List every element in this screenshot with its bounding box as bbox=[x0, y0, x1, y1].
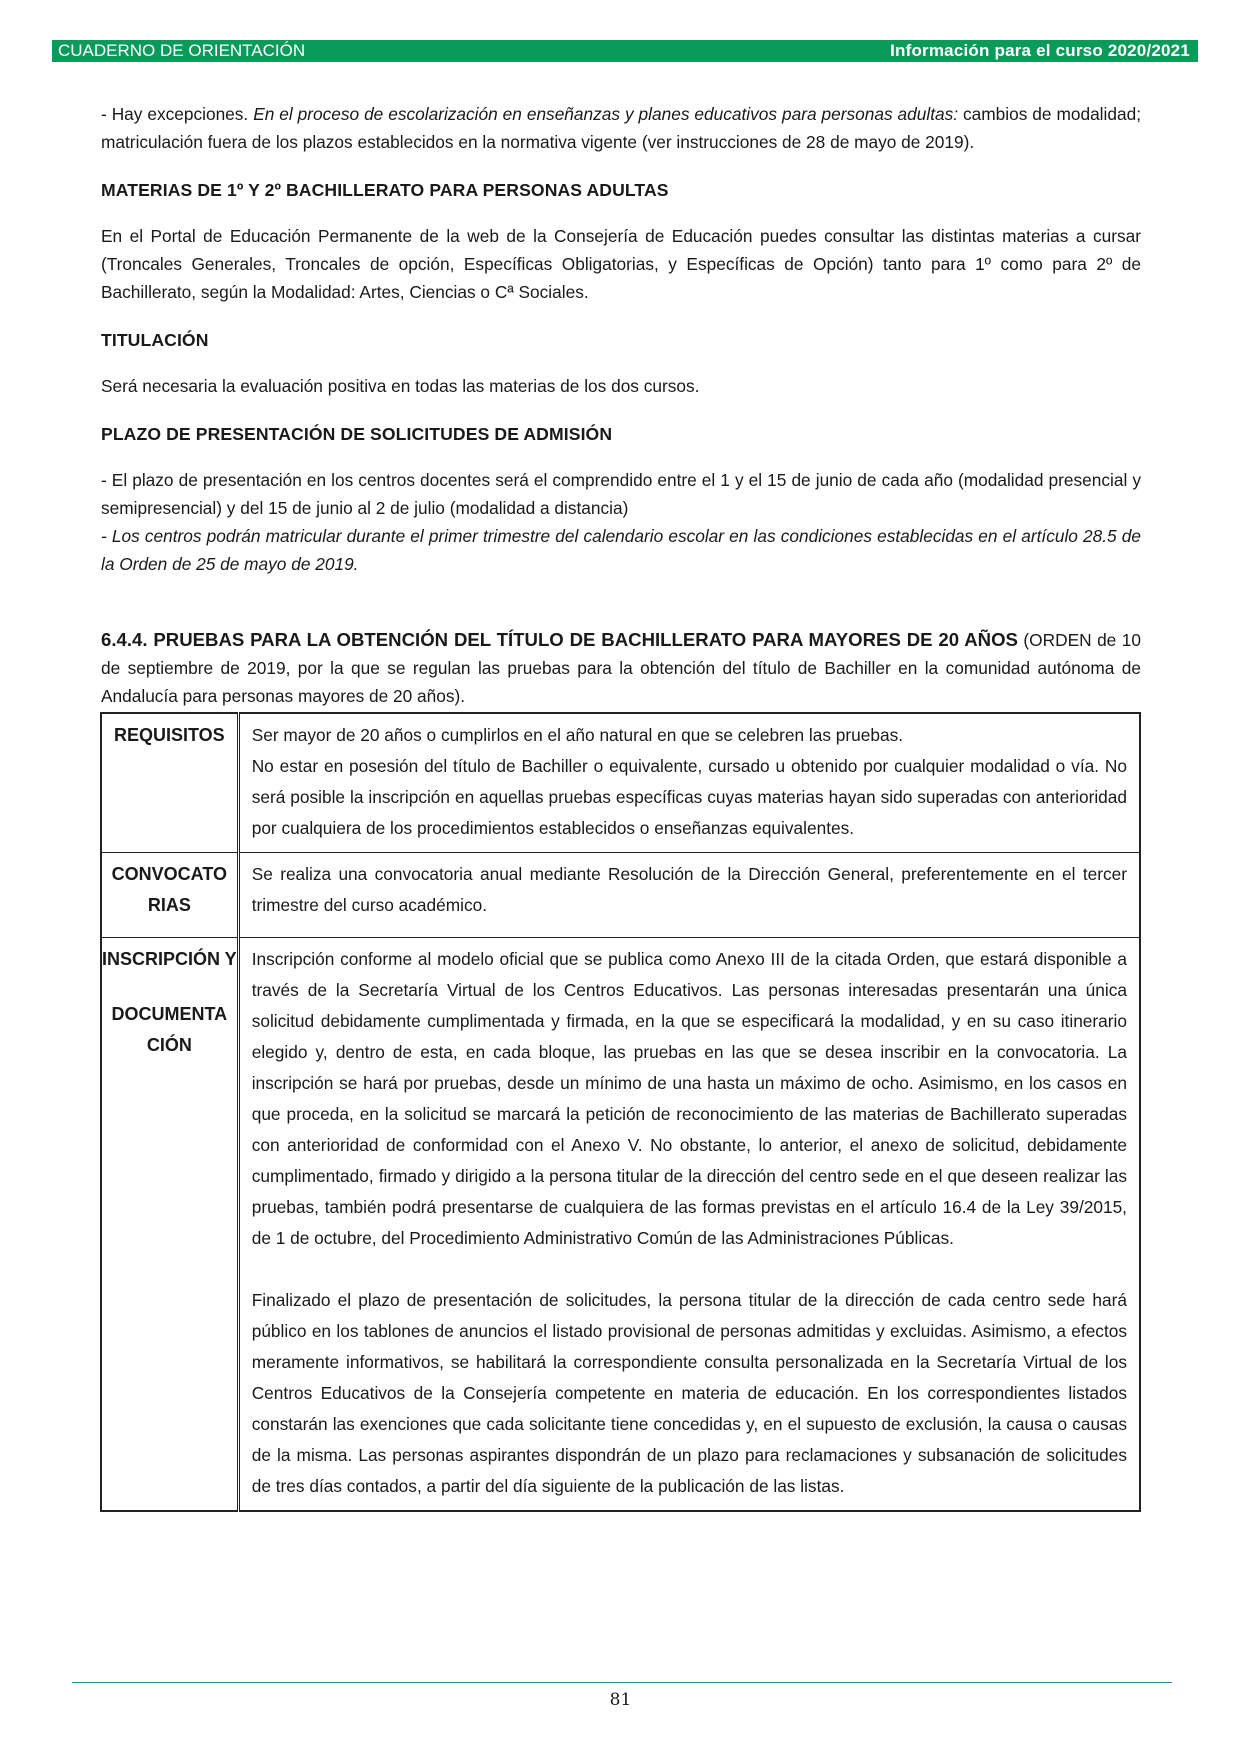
requisitos-label bbox=[101, 713, 238, 853]
header-course: Información para el curso 2020/2021 bbox=[890, 41, 1190, 60]
inscripcion-cell bbox=[238, 938, 1140, 1512]
pruebas-reference: (ORDEN de 10 de septiembre de 2019, por la que se regulan las pruebas para la obtención del título de Bachiller en la comunidad autónoma de Andalucía para personas mayores de 20 años). bbox=[101, 630, 1141, 706]
plazo-note: - Los centros podrán matricular durante el primer trimestre del calendario escolar en las condiciones establecidas en el artículo 28.5 de la Orden de 25 de mayo de 2019. bbox=[101, 526, 1141, 574]
requisitos-p1: Ser mayor de 20 años o cumplirlos en el año natural en que se celebren las pruebas. bbox=[251, 725, 904, 745]
page-header bbox=[52, 40, 1198, 62]
requisitos-label-text: REQUISITOS bbox=[114, 725, 225, 745]
pruebas-heading: 6.4.4. PRUEBAS PARA LA OBTENCIÓN DEL TÍTULO DE BACHILLERATO PARA MAYORES DE 20 AÑOS bbox=[101, 629, 1018, 650]
plazo-heading: PLAZO DE PRESENTACIÓN DE SOLICITUDES DE ADMISIÓN bbox=[101, 424, 613, 444]
inscripcion-label-line1: INSCRIPCIÓN Y bbox=[102, 949, 237, 969]
convocatorias-label bbox=[101, 853, 238, 938]
titulacion-text: Será necesaria la evaluación positiva en todas las materias de los dos cursos. bbox=[101, 376, 700, 396]
titulacion-heading: TITULACIÓN bbox=[101, 330, 209, 350]
inscripcion-p2: Finalizado el plazo de presentación de solicitudes, la persona titular de la dirección de cada centro sede hará público en los tablones de anuncios el listado provisional de personas admitidas y excluidas. Asimismo, a efectos meramente informativos, se habilitará la correspondiente consulta personalizada en la Secretaría Virtual de los Centros Educativos de la Consejería competente en materia de educación. En los correspondientes listados constarán las exenciones que cada solicitante tiene concedidas y, en el supuesto de exclusión, la causa o causas de la misma. Las personas aspirantes dispondrán de un plazo para reclamaciones y subsanación de solicitudes de tres días contados, a partir del día siguiente de la publicación de las listas. bbox=[251, 1290, 1127, 1496]
table-row bbox=[101, 713, 1140, 853]
intro-paragraph bbox=[101, 100, 1141, 156]
inscripcion-label-line2: DOCUMENTA bbox=[111, 1004, 228, 1024]
requisitos-cell bbox=[238, 713, 1140, 853]
convocatorias-cell bbox=[238, 853, 1140, 938]
intro-lead: - Hay excepciones. bbox=[101, 104, 254, 124]
inscripcion-label bbox=[101, 938, 238, 1512]
convocatorias-text: Se realiza una convocatoria anual mediante Resolución de la Dirección General, preferentemente en el tercer trimestre del curso académico. bbox=[251, 864, 1127, 915]
materias-text: En el Portal de Educación Permanente de la web de la Consejería de Educación puedes consultar las distintas materias a cursar (Troncales Generales, Troncales de opción, Específicas Obligatorias, y Específicas de Opción) tanto para 1º como para 2º de Bachillerato, según la Modalidad: Artes, Ciencias o Cª Sociales. bbox=[101, 226, 1141, 302]
page-content bbox=[101, 100, 1141, 1512]
convocatorias-label-line2: RIAS bbox=[147, 895, 191, 915]
footer-divider bbox=[72, 1682, 1172, 1683]
table-row bbox=[101, 938, 1140, 1512]
intro-rest: cambios de modalidad; matriculación fuera de los plazos establecidos en la normativa vigente (ver instrucciones de 28 de mayo de 2019). bbox=[101, 104, 1141, 152]
page-number: 81 bbox=[609, 1690, 632, 1710]
materias-heading: MATERIAS DE 1º Y 2º BACHILLERATO PARA PERSONAS ADULTAS bbox=[101, 180, 669, 200]
pruebas-heading-paragraph bbox=[101, 626, 1141, 710]
inscripcion-label-line3: CIÓN bbox=[146, 1035, 192, 1055]
plazo-text: - El plazo de presentación en los centros docentes será el comprendido entre el 1 y el 15 de junio de cada año (modalidad presencial y semipresencial) y del 15 de junio al 2 de julio (modalidad a distancia) bbox=[101, 470, 1141, 518]
inscripcion-p1: Inscripción conforme al modelo oficial que se publica como Anexo III de la citada Orden, que estará disponible a través de la Secretaría Virtual de los Centros Educativos. Las personas interesadas presentarán una única solicitud debidamente cumplimentada y firmada, en la que se especificará la modalidad, y en su caso itinerario elegido y, dentro de esta, en cada bloque, las pruebas en las que se desea inscribir en la convocatoria. La inscripción se hará por pruebas, desde un mínimo de una hasta un máximo de ocho. Asimismo, en los casos en que proceda, en la solicitud se marcará la petición de reconocimiento de las materias de Bachillerato superadas con anterioridad de conformidad con el Anexo V. No obstante, lo anterior, el anexo de solicitud, debidamente cumplimentado, firmado y dirigido a la persona titular de la dirección del centro sede en el que deseen realizar las pruebas, también podrá presentarse de cualquiera de las formas previstas en el artículo 16.4 de la Ley 39/2015, de 1 de octubre, del Procedimiento Administrativo Común de las Administraciones Públicas. bbox=[251, 949, 1127, 1248]
pruebas-table bbox=[100, 712, 1141, 1512]
requisitos-p2: No estar en posesión del título de Bachiller o equivalente, cursado u obtenido por cualquier modalidad o vía. No será posible la inscripción en aquellas pruebas específicas cuyas materias hayan sido superadas con anterioridad por cualquiera de los procedimientos establecidos o enseñanzas equivalentes. bbox=[251, 756, 1127, 838]
table-row bbox=[101, 853, 1140, 938]
intro-italic: En el proceso de escolarización en enseñanzas y planes educativos para personas adultas: bbox=[253, 104, 959, 124]
convocatorias-label-line1: CONVOCATO bbox=[111, 864, 228, 884]
header-title: CUADERNO DE ORIENTACIÓN bbox=[58, 41, 306, 60]
